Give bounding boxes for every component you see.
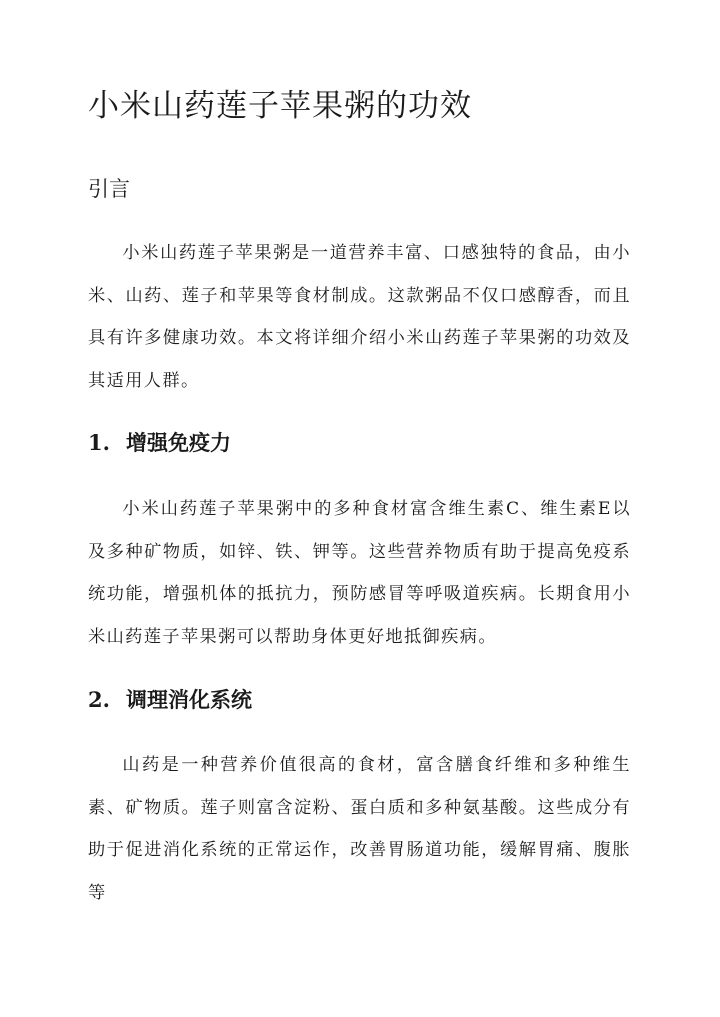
section-2-title: 调理消化系统	[126, 687, 252, 712]
section-1-heading	[88, 428, 231, 458]
section-1-number: 1.	[88, 430, 110, 455]
intro-heading: 引言	[88, 177, 130, 201]
section-1-paragraph: 小米山药莲子苹果粥中的多种食材富含维生素C、维生素E以及多种矿物质，如锌、铁、钾等。这些营养物质有助于提高免疫系统功能，增强机体的抵抗力，预防感冒等呼吸道疾病。长期食用小米山药莲子苹果粥可以帮助身体更好地抵御疾病。	[88, 499, 631, 648]
section-2-heading	[88, 685, 252, 715]
section-2-paragraph: 山药是一种营养价值很高的食材，富含膳食纤维和多种维生素、矿物质。莲子则富含淀粉、蛋白质和多种氨基酸。这些成分有助于促进消化系统的正常运作，改善胃肠道功能，缓解胃痛、腹胀等	[88, 755, 631, 904]
intro-paragraph: 小米山药莲子苹果粥是一道营养丰富、口感独特的食品，由小米、山药、莲子和苹果等食材制成。这款粥品不仅口感醇香，而且具有许多健康功效。本文将详细介绍小米山药莲子苹果粥的功效及其适用人群。	[88, 243, 631, 392]
page-title: 小米山药莲子苹果粥的功效	[88, 88, 472, 124]
section-1-title: 增强免疫力	[126, 430, 231, 455]
section-2-number: 2.	[88, 687, 110, 712]
